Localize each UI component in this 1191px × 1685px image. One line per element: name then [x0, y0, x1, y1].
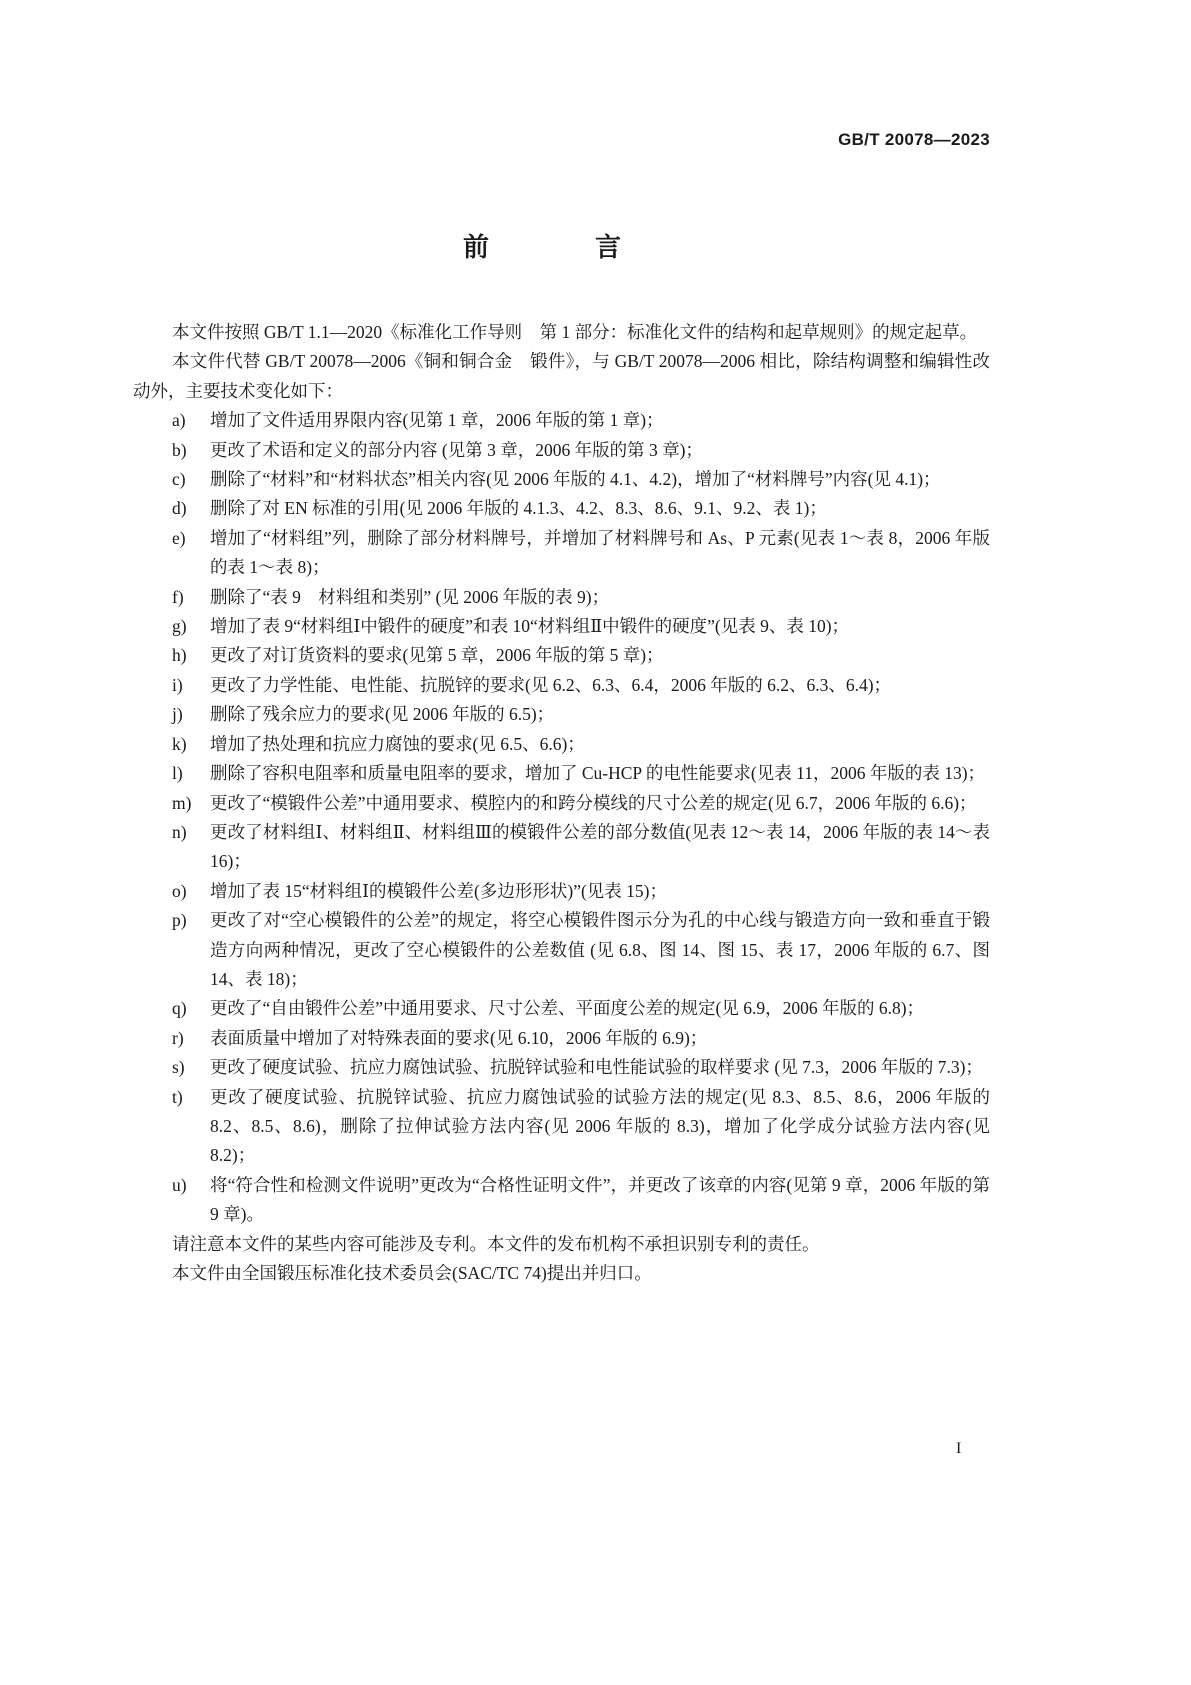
list-item-text: 增加了“材料组”列，删除了部分材料牌号，并增加了材料牌号和 As、P 元素(见表 1～表 8，2006 年版的表 1～表 8)； [210, 527, 990, 578]
list-item-text: 增加了热处理和抗应力腐蚀的要求(见 6.5、6.6)； [210, 733, 585, 754]
list-item-text: 删除了“表 9 材料组和类别” (见 2006 年版的表 9)； [210, 586, 610, 607]
page-title: 前 言 [462, 233, 661, 263]
list-item [133, 1053, 990, 1082]
list-item-label: l) [172, 763, 183, 784]
list-item-label: m) [172, 792, 192, 813]
list-item [133, 759, 990, 788]
list-item-text: 更改了硬度试验、抗应力腐蚀试验、抗脱锌试验和电性能试验的取样要求 (见 7.3，2006 年版的 7.3)； [210, 1057, 983, 1078]
list-item-text: 更改了术语和定义的部分内容 (见第 3 章，2006 年版的第 3 章)； [210, 439, 703, 460]
list-item-label: d) [172, 498, 187, 519]
list-item-text: 表面质量中增加了对特殊表面的要求(见 6.10，2006 年版的 6.9)； [210, 1027, 708, 1048]
list-item-label: b) [172, 439, 187, 460]
list-item-text: 删除了残余应力的要求(见 2006 年版的 6.5)； [210, 704, 555, 725]
list-item-text: 更改了“自由锻件公差”中通用要求、尺寸公差、平面度公差的规定(见 6.9，2006 年版的 6.8)； [210, 998, 925, 1019]
list-item-text: 更改了硬度试验、抗脱锌试验、抗应力腐蚀试验的试验方法的规定(见 8.3、8.5、8.6，2006 年版的 8.2、8.5、8.6)，删除了拉伸试验方法内容(见 2006 年版的 8.3)，增加了化学成分试验方法内容(见 8.2)； [210, 1086, 990, 1166]
list-item [133, 906, 990, 994]
list-item-text: 增加了文件适用界限内容(见第 1 章，2006 年版的第 1 章)； [210, 410, 664, 431]
standard-number: GB/T 20078—2023 [838, 130, 990, 149]
list-item [133, 465, 990, 494]
list-item [133, 671, 990, 700]
list-item [133, 406, 990, 435]
list-item-label: e) [172, 527, 186, 548]
list-item [133, 700, 990, 729]
list-item-label: n) [172, 821, 187, 842]
list-item [133, 612, 990, 641]
list-item-label: f) [172, 586, 184, 607]
list-item-label: j) [172, 704, 183, 725]
list-item-text: 增加了表 15“材料组Ⅰ的模锻件公差(多边形形状)”(见表 15)； [210, 880, 668, 901]
list-item-label: s) [172, 1057, 185, 1078]
list-item-text: 将“符合性和检测文件说明”更改为“合格性证明文件”，并更改了该章的内容(见第 9 章，2006 年版的第 9 章)。 [210, 1174, 990, 1225]
list-item-label: u) [172, 1174, 187, 1195]
list-item-text: 更改了力学性能、电性能、抗脱锌的要求(见 6.2、6.3、6.4，2006 年版的 6.2、6.3、6.4)； [210, 674, 892, 695]
list-item-label: q) [172, 998, 187, 1019]
list-item-label: g) [172, 616, 187, 637]
list-item [133, 524, 990, 583]
list-item-label: h) [172, 645, 187, 666]
paragraph: 本文件按照 GB/T 1.1—2020《标准化工作导则 第 1 部分：标准化文件的结构和起草规则》的规定起草。 [172, 322, 978, 342]
list-item-text: 增加了表 9“材料组Ⅰ中锻件的硬度”和表 10“材料组Ⅱ中锻件的硬度”(见表 9、表 10)； [210, 616, 850, 637]
list-item [133, 494, 990, 523]
list-item [133, 1083, 990, 1171]
list-item-text: 更改了对“空心模锻件的公差”的规定，将空心模锻件图示分为孔的中心线与锻造方向一致和垂直于锻造方向两种情况，更改了空心模锻件的公差数值 (见 6.8、图 14、图 15、表 17，2006 年版的 6.7、图 14、表 18)； [210, 910, 990, 989]
list-item [133, 877, 990, 906]
foreword-body [133, 318, 990, 1288]
list-item-label: p) [172, 910, 187, 931]
paragraph: 本文件由全国锻压标准化技术委员会(SAC/TC 74)提出并归口。 [172, 1263, 652, 1283]
list-item-label: i) [172, 674, 183, 695]
list-item-text: 更改了对订货资料的要求(见第 5 章，2006 年版的第 5 章)； [210, 645, 664, 666]
list-item-label: a) [172, 410, 186, 431]
changes-list [133, 406, 990, 1229]
list-item-text: 删除了容积电阻率和质量电阻率的要求，增加了 Cu-HCP 的电性能要求(见表 11，2006 年版的表 13)； [210, 763, 986, 784]
paragraph: 本文件代替 GB/T 20078—2006《铜和铜合金 锻件》，与 GB/T 20078—2006 相比，除结构调整和编辑性改动外，主要技术变化如下： [133, 351, 990, 401]
list-item-text: 删除了对 EN 标准的引用(见 2006 年版的 4.1.3、4.2、8.3、8.6、9.1、9.2、表 1)； [210, 498, 827, 519]
list-item-label: c) [172, 469, 186, 490]
list-item [133, 994, 990, 1023]
list-item-text: 更改了材料组Ⅰ、材料组Ⅱ、材料组Ⅲ的模锻件公差的部分数值(见表 12～表 14，2006 年版的表 14～表 16)； [210, 821, 990, 872]
list-item-label: k) [172, 733, 187, 754]
list-item [133, 1171, 990, 1230]
list-item [133, 641, 990, 670]
list-item [133, 436, 990, 465]
list-item [133, 730, 990, 759]
list-item-text: 删除了“材料”和“材料状态”相关内容(见 2006 年版的 4.1、4.2)，增加了“材料牌号”内容(见 4.1)； [210, 469, 941, 490]
page-number: I [956, 1440, 962, 1457]
list-item-label: r) [172, 1027, 184, 1048]
list-item [133, 1024, 990, 1053]
list-item [133, 818, 990, 877]
list-item-text: 更改了“模锻件公差”中通用要求、模腔内的和跨分模线的尺寸公差的规定(见 6.7，2006 年版的 6.6)； [210, 792, 977, 813]
list-item-label: t) [172, 1086, 183, 1107]
paragraph: 请注意本文件的某些内容可能涉及专利。本文件的发布机构不承担识别专利的责任。 [172, 1233, 820, 1254]
list-item [133, 789, 990, 818]
list-item-label: o) [172, 880, 187, 901]
list-item [133, 583, 990, 612]
